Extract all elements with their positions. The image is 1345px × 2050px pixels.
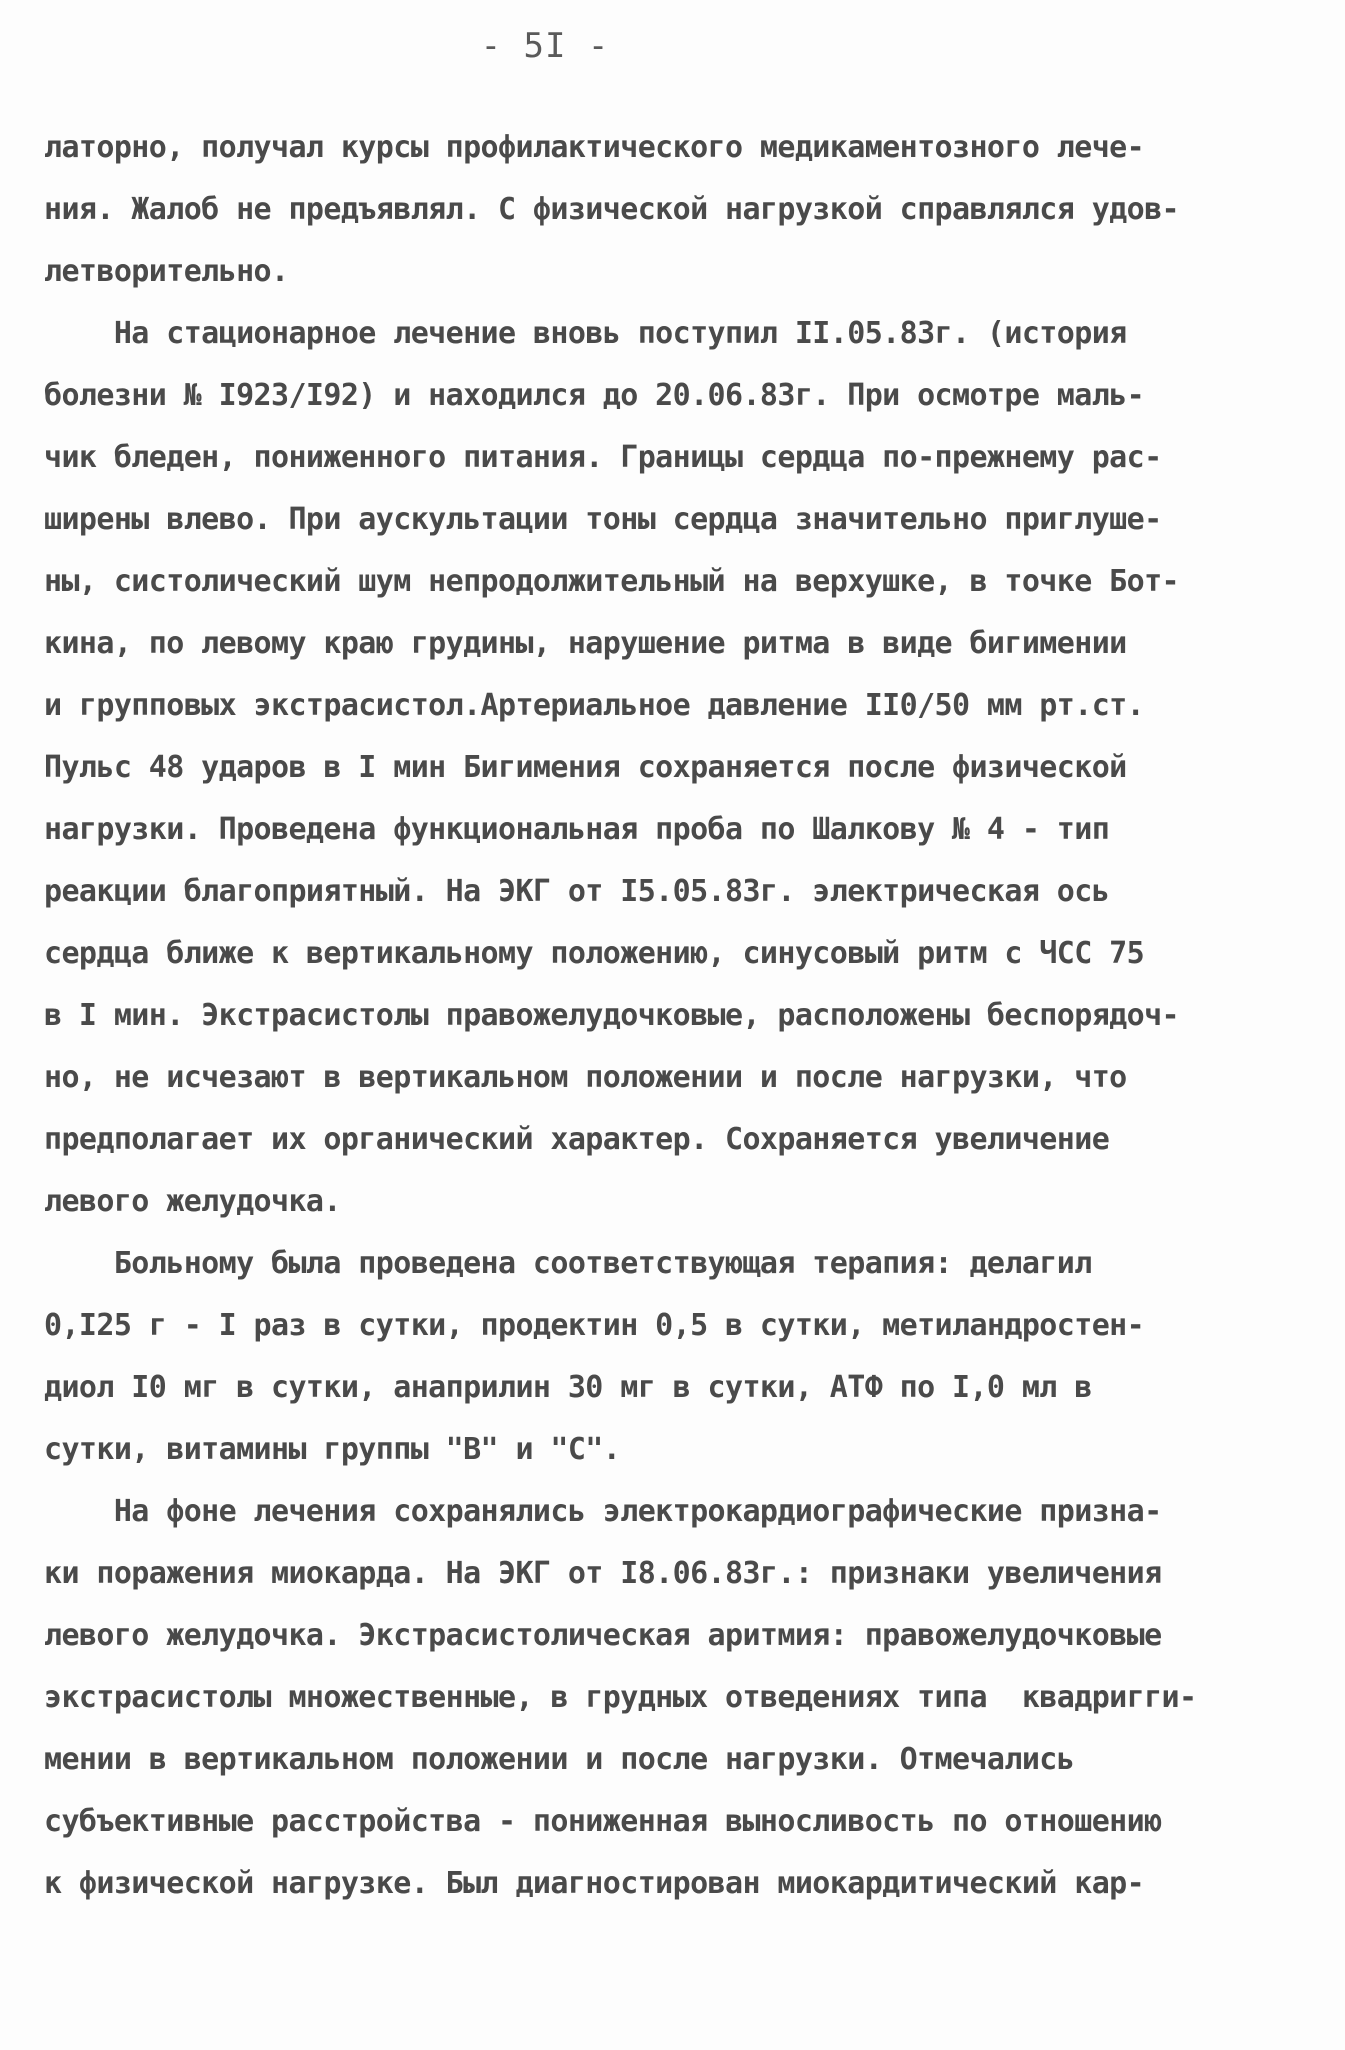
- text-line: ки поражения миокарда. На ЭКГ от I8.06.83г.: признаки увеличения: [44, 1556, 1162, 1591]
- text-line: На стационарное лечение вновь поступил II.05.83г. (история: [44, 316, 1127, 351]
- text-line: латорно, получал курсы профилактического медикаментозного лече-: [44, 130, 1145, 165]
- text-line: в I мин. Экстрасистолы правожелудочковые, расположены беспорядоч-: [44, 998, 1179, 1033]
- text-line: предполагает их органический характер. Сохраняется увеличение: [44, 1122, 1110, 1157]
- text-line: левого желудочка.: [44, 1184, 341, 1219]
- text-line: левого желудочка. Экстрасистолическая аритмия: правожелудочковые: [44, 1618, 1162, 1653]
- text-line: летворительно.: [44, 254, 289, 289]
- text-line: Больному была проведена соответствующая терапия: делагил: [44, 1246, 1092, 1281]
- page-number: - 5I -: [480, 26, 610, 66]
- text-line: Пульс 48 ударов в I мин Бигимения сохраняется после физической: [44, 750, 1127, 785]
- text-line: ния. Жалоб не предъявлял. С физической нагрузкой справлялся удов-: [44, 192, 1179, 227]
- text-line: экстрасистолы множественные, в грудных отведениях типа квадригги-: [44, 1680, 1197, 1715]
- text-line: чик бледен, пониженного питания. Границы сердца по-прежнему рас-: [44, 440, 1162, 475]
- text-line: диол I0 мг в сутки, анаприлин 30 мг в сутки, АТФ по I,0 мл в: [44, 1370, 1092, 1405]
- text-line: ширены влево. При аускультации тоны сердца значительно приглуше-: [44, 502, 1162, 537]
- text-line: ны, систолический шум непродолжительный на верхушке, в точке Бот-: [44, 564, 1179, 599]
- text-line: сутки, витамины группы "В" и "С".: [44, 1432, 621, 1467]
- body-text: [44, 117, 1294, 1915]
- text-line: к физической нагрузке. Был диагностирован миокардитический кар-: [44, 1866, 1145, 1901]
- text-line: 0,I25 г - I раз в сутки, продектин 0,5 в сутки, метиландростен-: [44, 1308, 1145, 1343]
- text-line: но, не исчезают в вертикальном положении и после нагрузки, что: [44, 1060, 1127, 1095]
- text-line: На фоне лечения сохранялись электрокардиографические призна-: [44, 1494, 1162, 1529]
- text-line: мении в вертикальном положении и после нагрузки. Отмечались: [44, 1742, 1075, 1777]
- text-line: нагрузки. Проведена функциональная проба по Шалкову № 4 - тип: [44, 812, 1110, 847]
- text-line: кина, по левому краю грудины, нарушение ритма в виде бигимении: [44, 626, 1127, 661]
- text-line: реакции благоприятный. На ЭКГ от I5.05.83г. электрическая ось: [44, 874, 1110, 909]
- text-line: болезни № I923/I92) и находился до 20.06.83г. При осмотре маль-: [44, 378, 1145, 413]
- text-line: и групповых экстрасистол.Артериальное давление II0/50 мм рт.ст.: [44, 688, 1145, 723]
- text-line: сердца ближе к вертикальному положению, синусовый ритм с ЧСС 75: [44, 936, 1145, 971]
- text-line: субъективные расстройства - пониженная выносливость по отношению: [44, 1804, 1162, 1839]
